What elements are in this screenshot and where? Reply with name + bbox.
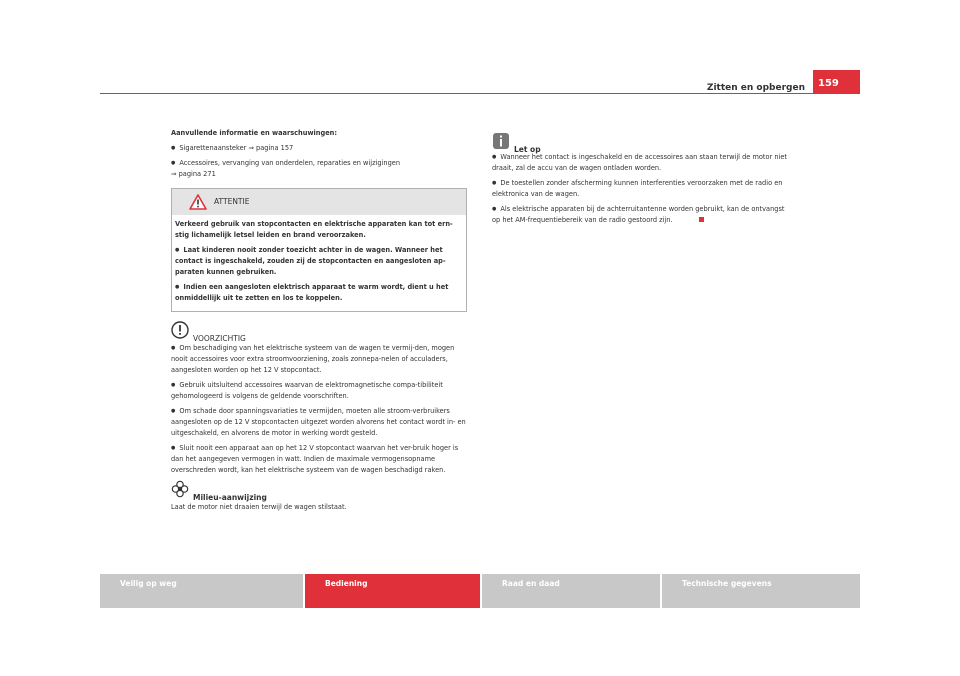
- page-ref: ⇒ pagina 271: [171, 170, 216, 178]
- voorzichtig-header: [171, 321, 467, 343]
- letop-paragraph-text: Als elektrische apparaten bij de achterruitantenne worden gebruikt, kan de ontvangst op het AM-frequentiebereik van de radio gestoord zijn.: [492, 205, 785, 224]
- tab-veilig-op-weg[interactable]: [100, 574, 303, 608]
- voorzichtig-paragraph: ● Sluit nooit een apparaat aan op het 12 V stopcontact waarvan het ver-bruik hoger is dan het aangegeven vermogen in watt. Indien de maximale vermogensopname overschreden wordt, kan het elektrische systeem van de wagen beschadigd raken.: [171, 443, 467, 476]
- attentie-paragraph: ● Laat kinderen nooit zonder toezicht achter in de wagen. Wanneer het contact is ingeschakeld, zouden zij de stopcontacten en aangesloten ap-paraten kunnen gebruiken.: [175, 245, 461, 278]
- attentie-title: ATTENTIE: [214, 197, 250, 206]
- tab-bediening[interactable]: [305, 574, 480, 608]
- info-item-text: Sigarettenaansteker: [179, 144, 249, 152]
- tab-technische-gegevens[interactable]: [662, 574, 860, 608]
- milieu-title: Milieu-aanwijzing: [193, 493, 267, 502]
- flower-icon: [171, 480, 189, 498]
- voorzichtig-paragraph: ● Gebruik uitsluitend accessoires waarvan de elektromagnetische compa-tibiliteit gehomologeerd is volgens de geldende voorschriften.: [171, 380, 467, 402]
- letop-paragraph: ● Wanneer het contact is ingeschakeld en de accessoires aan staan terwijl de motor niet draait, zal de accu van de wagen ontladen worden.: [492, 152, 792, 174]
- letop-header: [492, 132, 792, 152]
- page-number: 159: [813, 70, 860, 93]
- info-note-icon: [492, 132, 510, 150]
- info-heading: Aanvullende informatie en waarschuwingen:: [171, 129, 338, 137]
- left-column: [171, 128, 467, 517]
- milieu-text: Laat de motor niet draaien terwijl de wagen stilstaat.: [171, 503, 347, 511]
- header-divider: [100, 93, 860, 94]
- attentie-paragraph: ● Indien een aangesloten elektrisch apparaat te warm wordt, dient u het onmiddellijk uit te zetten en los te koppelen.: [175, 282, 461, 304]
- tab-label: Bediening: [325, 579, 368, 588]
- letop-paragraph: ● De toestellen zonder afscherming kunnen interferenties veroorzaken met de radio en elektronica van de wagen.: [492, 178, 792, 200]
- warning-triangle-icon: [189, 194, 207, 210]
- attentie-body: [172, 215, 466, 311]
- info-item: [171, 158, 467, 180]
- exclamation-circle-icon: [171, 321, 189, 339]
- tab-raad-en-daad[interactable]: [482, 574, 660, 608]
- attentie-paragraph: Verkeerd gebruik van stopcontacten en elektrische apparaten kan tot ern-stig lichamelijk letsel leiden en brand veroorzaken.: [175, 220, 453, 239]
- letop-paragraph: [492, 204, 792, 226]
- voorzichtig-paragraph: ● Om schade door spanningsvariaties te vermijden, moeten alle stroom-verbruikers aangesloten op de 12 V stopcontacten uitgezet worden alvorens het contact wordt in- en uitgeschakeld, en alvorens de motor in werking wordt gesteld.: [171, 406, 467, 439]
- letop-title: Let op: [514, 145, 541, 154]
- tab-label: Raad en daad: [502, 579, 560, 588]
- tab-label: Technische gegevens: [682, 579, 772, 588]
- info-item: [171, 143, 467, 154]
- milieu-header: [171, 480, 467, 502]
- chapter-title: Zitten en opbergen: [706, 83, 805, 93]
- page-ref: ⇒ pagina 157: [248, 144, 294, 152]
- info-item-text: Accessoires, vervanging van onderdelen, reparaties en wijzigingen: [179, 159, 401, 167]
- attentie-header: [172, 189, 466, 215]
- tab-label: Veilig op weg: [120, 579, 177, 588]
- right-column: [492, 128, 792, 230]
- voorzichtig-title: VOORZICHTIG: [193, 334, 246, 343]
- end-marker-icon: [699, 217, 704, 222]
- voorzichtig-paragraph: ● Om beschadiging van het elektrische systeem van de wagen te vermij-den, mogen nooit accessoires voor extra stroomvoorziening, zoals zonnepa-nelen of acculaders, aangesloten worden op het 12 V stopcontact.: [171, 343, 467, 376]
- attentie-box: [171, 188, 467, 312]
